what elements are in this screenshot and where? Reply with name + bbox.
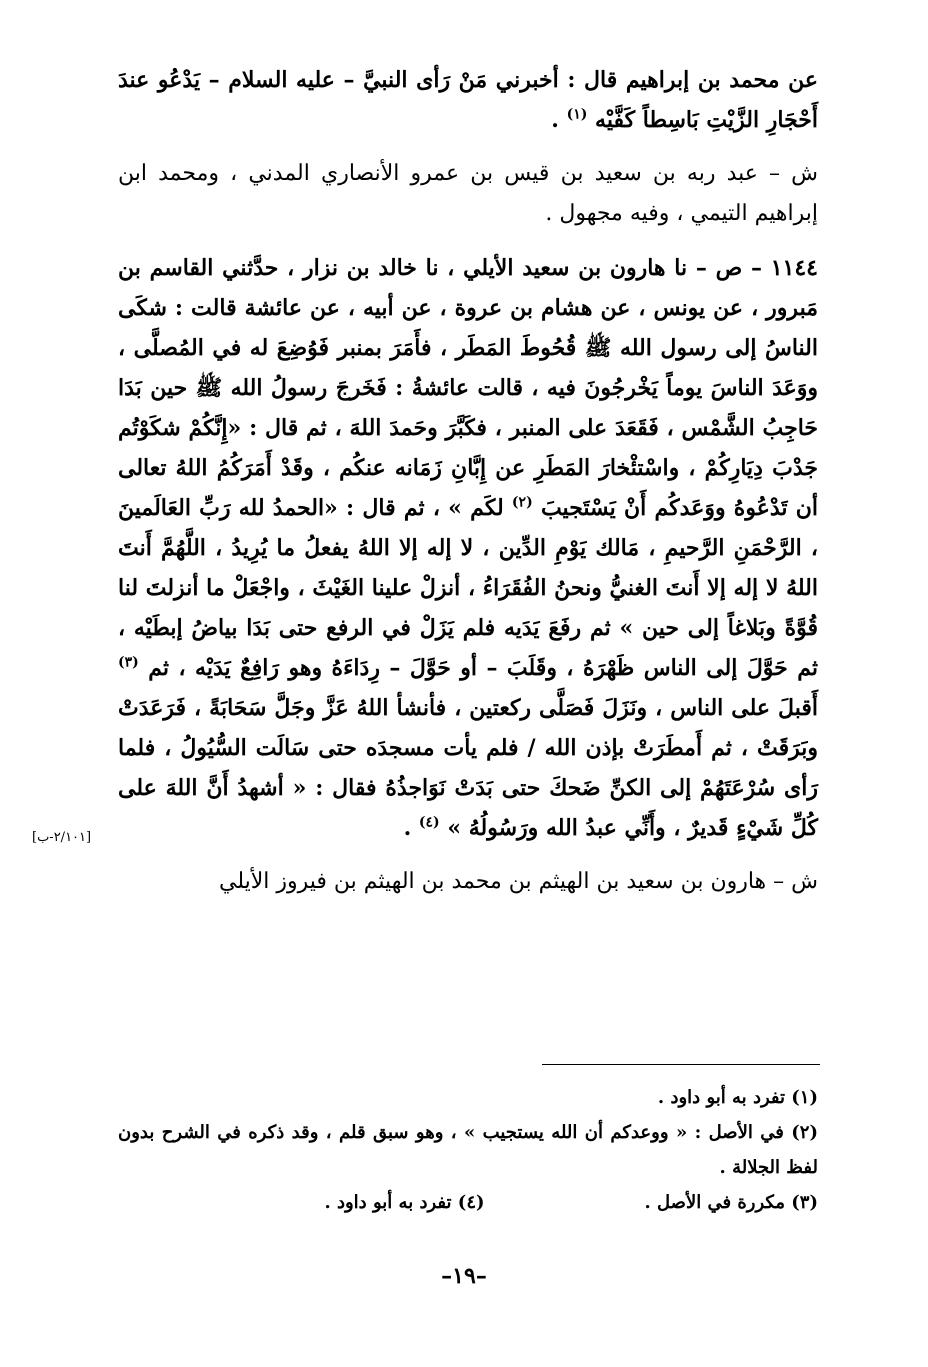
hadith-1144-end: . — [403, 815, 419, 841]
sharh-paragraph-1: ش – عبد ربه بن سعيد بن قيس بن عمرو الأنصاري المدني ، ومحمد ابن إبراهيم التيمي ، وفيه مجهول . — [118, 161, 818, 226]
page-number: –١٩– — [441, 1263, 487, 1289]
footnote-2: (٢) في الأصل : « ووعدكم أن الله يستجيب » ، وهو سبق قلم ، وقد ذكره في الشرح بدون لفظ الجلالة . — [118, 1122, 818, 1178]
footnote-ref-1: (١) — [566, 106, 588, 123]
para1-end: . — [551, 107, 567, 133]
footnote-row-3-4 — [118, 1185, 818, 1220]
sharh-paragraph-2: ش – هارون بن سعيد بن الهيثم بن محمد بن الهيثم بن فيروز الأيلي — [218, 869, 818, 894]
footnote-3: (٣) مكررة في الأصل . — [644, 1192, 818, 1213]
footnote-4: (٤) تفرد به أبو داود . — [324, 1192, 485, 1213]
para1-text: عن محمد بن إبراهيم قال : أخبرني مَنْ رَأى النبيَّ – عليه السلام – يَدْعُو عندَ أَحْجَارِ الزَّيْتِ بَاسِطاً كَفَّيْه — [118, 67, 818, 133]
footnote-separator — [542, 1064, 820, 1065]
hadith-1144-part-a: ١١٤٤ – ص – نا هارون بن سعيد الأيلي ، نا خالد بن نزار ، حدَّثني القاسم بن مَبرور ، عن يونس ، عن هشام بن عروة ، عن أبيه ، عن عائشة قالت : شكَى الناسُ إلى رسول الله ﷺ قُحُوطَ المَطَر ، فأَمَرَ بمنبر فَوُضِعَ له في المُصلَّى ، ووَعَدَ الناسَ يوماً يَخْرجُونَ فيه ، قالت عائشةُ : فَخَرجَ رسولُ الله ﷺ حين بَدَا حَاجِبُ الشَّمْس ، فَقَعَدَ على المنبر ، فكَبَّرَ وحَمدَ اللهَ ، ثم قال : «إِنَّكُمْ شكَوْتُم جَدْبَ دِيَارِكُمْ ، واسْتئْخارَ المَطَرِ عن إِبَّانِ زَمَانه عنكُم ، وقَدْ أَمَرَكُمُ اللهُ تعالى أن تَدْعُوهُ ووَعَدكُم أَنْ يَسْتَجيبَ — [118, 255, 819, 521]
footnote-1: (١) تفرد به أبو داود . — [657, 1087, 818, 1108]
footnotes — [118, 1080, 818, 1220]
footnote-ref-3: (٣) — [118, 654, 139, 671]
footnote-ref-2: (٢) — [511, 494, 533, 511]
manuscript-folio-marker: [٢/١٠١-ب] — [32, 830, 92, 845]
hadith-continuation — [118, 60, 818, 140]
hadith-1144 — [118, 248, 818, 848]
hadith-1144-part-b: لكَم » ، ثم قال : «الحمدُ لله رَبِّ العَالَمينَ ، الرَّحْمَنِ الرَّحيمِ ، مَالك يَوْمِ الدِّين ، لا إله إلا اللهُ يفعلُ ما يُرِيدُ ، اللَّهُمَّ أَنتَ اللهُ لا إله إلا أَنتَ الغنيُّ ونحنُ الفُقَرَاءُ ، أنزلْ علينا الغَيْثَ ، واجْعَلْ ما أنزلتَ لنا قُوَّةً وبَلاغاً إلى حين » ثم رفَعَ يَدَيه فلم يَزَلْ في الرفع حتى بَدَا بياضُ إبطَيْه ، ثم حَوَّلَ إلى الناس ظَهْرَهُ ، وقَلَبَ – أو حَوَّلَ – رِدَاءَهُ وهو رَافِعٌ يَدَيْه ، ثم — [118, 495, 818, 681]
hadith-1144-part-c: أَقبلَ على الناس ، ونَزَلَ فَصَلَّى ركعتين ، فأنشأ اللهُ عَزَّ وجَلَّ سَحَابَةً ، فَرَعَدَتْ وبَرَقَتْ ، ثم أَمطَرَتْ بإذن الله / فلم يأت مسجدَه حتى سَالَت السُّيُولُ ، فلما رَأى سُرْعَتَهُمْ إلى الكنِّ ضَحكَ حتى بَدَتْ نَوَاجذُهُ فقال : « أشهدُ أَنَّ اللهَ على كُلِّ شَيْءٍ قَديرٌ ، وأَنِّي عبدُ الله ورَسُولُهُ » — [118, 695, 818, 841]
footnote-ref-4: (٤) — [418, 814, 440, 831]
